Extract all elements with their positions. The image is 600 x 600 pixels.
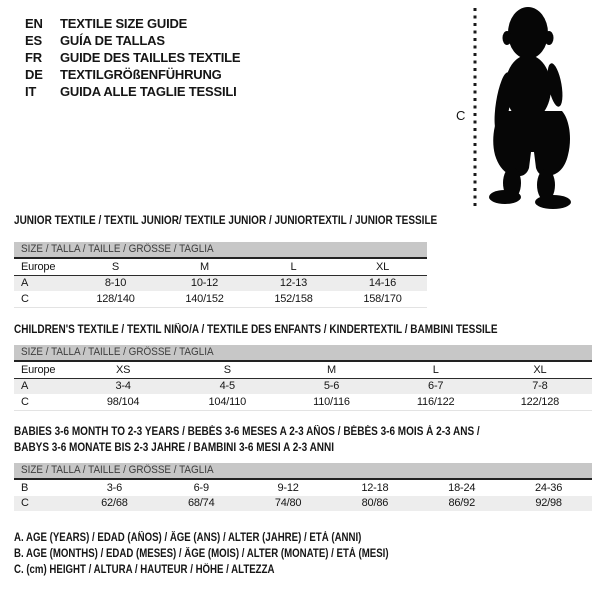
table-cell: 24-36 — [535, 481, 563, 494]
section-title: CHILDREN'S TEXTILE / TEXTIL NIÑO/A / TEXTILE DES ENFANTS / KINDERTEXTIL / BAMBINI TESSILE — [14, 324, 498, 336]
table-cell: 7-8 — [532, 380, 548, 393]
table-cell: 12-13 — [279, 277, 308, 290]
table-cell: 140/152 — [185, 292, 224, 305]
table-cell: 80/86 — [361, 497, 389, 510]
language-title-list — [25, 15, 240, 100]
row-label: Europe — [21, 363, 56, 376]
table-cell: 18-24 — [448, 481, 476, 494]
table-row-age-months — [14, 480, 592, 496]
language-code: IT — [25, 84, 37, 99]
baby-silhouette-figure — [440, 0, 596, 214]
table-row-europe — [14, 362, 592, 379]
language-row — [25, 66, 240, 83]
size-header-bar — [14, 345, 592, 362]
language-title: TEXTILGRÖßENFÜHRUNG — [60, 67, 222, 82]
table-cell: M — [327, 363, 336, 376]
size-header-bar — [14, 463, 592, 480]
row-label: A — [21, 380, 29, 393]
row-label: C — [21, 395, 29, 408]
table-cell: 62/68 — [101, 497, 128, 510]
table-row-height — [14, 496, 592, 512]
table-row-height — [14, 394, 592, 411]
table-cell: 9-12 — [277, 481, 299, 494]
table-cell: L — [432, 363, 439, 376]
table-cell: XL — [375, 260, 390, 273]
row-label: A — [21, 277, 29, 290]
table-cell: S — [111, 260, 120, 273]
table-cell: 98/104 — [106, 395, 140, 408]
table-cell: S — [223, 363, 231, 376]
legend-line-c: C. (cm) HEIGHT / ALTURA / HAUTEUR / HÖHE / ALTEZZA — [14, 564, 275, 576]
baby-silhouette-icon — [489, 7, 571, 209]
section-childrens-textile — [14, 322, 592, 411]
measurement-legend — [14, 530, 460, 578]
row-label: C — [21, 292, 29, 305]
table-cell: XL — [533, 363, 547, 376]
table-cell: 3-6 — [106, 481, 123, 494]
table-row-age — [14, 276, 427, 292]
language-row — [25, 32, 240, 49]
section-junior-textile — [14, 213, 438, 308]
language-row — [25, 15, 240, 32]
row-label: B — [21, 481, 29, 494]
language-title: GUÍA DE TALLAS — [60, 33, 165, 48]
legend-line-b: B. AGE (MONTHS) / EDAD (MESES) / ÂGE (MOIS) / ALTER (MONATE) / ETÀ (MESI) — [14, 548, 389, 560]
table-cell: XS — [115, 363, 131, 376]
table-cell: 4-5 — [219, 380, 235, 393]
size-header-label: SIZE / TALLA / TAILLE / GRÖSSE / TAGLIA — [21, 346, 214, 358]
table-cell: 14-16 — [368, 277, 397, 290]
language-row — [25, 83, 240, 100]
section-title-line2: BABYS 3-6 MONATE BIS 2-3 JAHRE / BAMBINI 3-6 MESI A 2-3 ANNI — [14, 442, 335, 454]
table-row-height — [14, 291, 427, 308]
section-title-line1: BABIES 3-6 MONTH TO 2-3 YEARS / BEBÉS 3-6 MESES A 2-3 AÑOS / BÉBÉS 3-6 MOIS À 2-3 ANS / — [14, 426, 480, 438]
language-title: TEXTILE SIZE GUIDE — [60, 16, 188, 31]
section-babies-textile — [14, 424, 592, 511]
table-cell: M — [200, 260, 209, 273]
language-row — [25, 49, 240, 66]
table-cell: L — [290, 260, 297, 273]
language-title: GUIDE DES TAILLES TEXTILE — [60, 50, 241, 65]
language-title: GUIDA ALLE TAGLIE TESSILI — [60, 84, 237, 99]
table-cell: 74/80 — [274, 497, 302, 510]
size-header-label: SIZE / TALLA / TAILLE / GRÖSSE / TAGLIA — [21, 243, 214, 255]
row-label: Europe — [21, 260, 56, 273]
table-cell: 68/74 — [187, 497, 215, 510]
table-cell: 6-9 — [193, 481, 209, 494]
row-label: C — [21, 497, 29, 510]
height-marker-label: C — [456, 108, 466, 123]
size-header-label: SIZE / TALLA / TAILLE / GRÖSSE / TAGLIA — [21, 464, 214, 476]
size-header-bar — [14, 242, 427, 259]
language-code: DE — [25, 67, 43, 82]
table-cell: 116/122 — [416, 395, 455, 408]
table-cell: 122/128 — [520, 395, 560, 408]
table-cell: 3-4 — [115, 380, 131, 393]
table-cell: 5-6 — [323, 380, 340, 393]
table-cell: 86/92 — [448, 497, 475, 510]
table-cell: 128/140 — [96, 292, 135, 305]
legend-line-a: A. AGE (YEARS) / EDAD (AÑOS) / ÂGE (ANS) / ALTER (JAHRE) / ETÀ (ANNI) — [14, 532, 362, 544]
table-row-age — [14, 379, 592, 395]
table-cell: 6-7 — [428, 380, 444, 393]
table-cell: 110/116 — [313, 395, 350, 408]
table-cell: 12-18 — [361, 481, 389, 494]
language-code: EN — [25, 16, 43, 31]
language-code: ES — [25, 33, 42, 48]
table-cell: 92/98 — [535, 497, 562, 510]
language-code: FR — [25, 50, 42, 65]
section-title: JUNIOR TEXTILE / TEXTIL JUNIOR/ TEXTILE JUNIOR / JUNIORTEXTIL / JUNIOR TESSILE — [14, 215, 438, 227]
table-row-europe — [14, 259, 427, 276]
table-cell: 152/158 — [274, 292, 313, 305]
table-cell: 10-12 — [190, 277, 219, 290]
table-cell: 158/170 — [363, 292, 402, 305]
table-cell: 104/110 — [208, 395, 247, 408]
table-cell: 8-10 — [104, 277, 127, 290]
